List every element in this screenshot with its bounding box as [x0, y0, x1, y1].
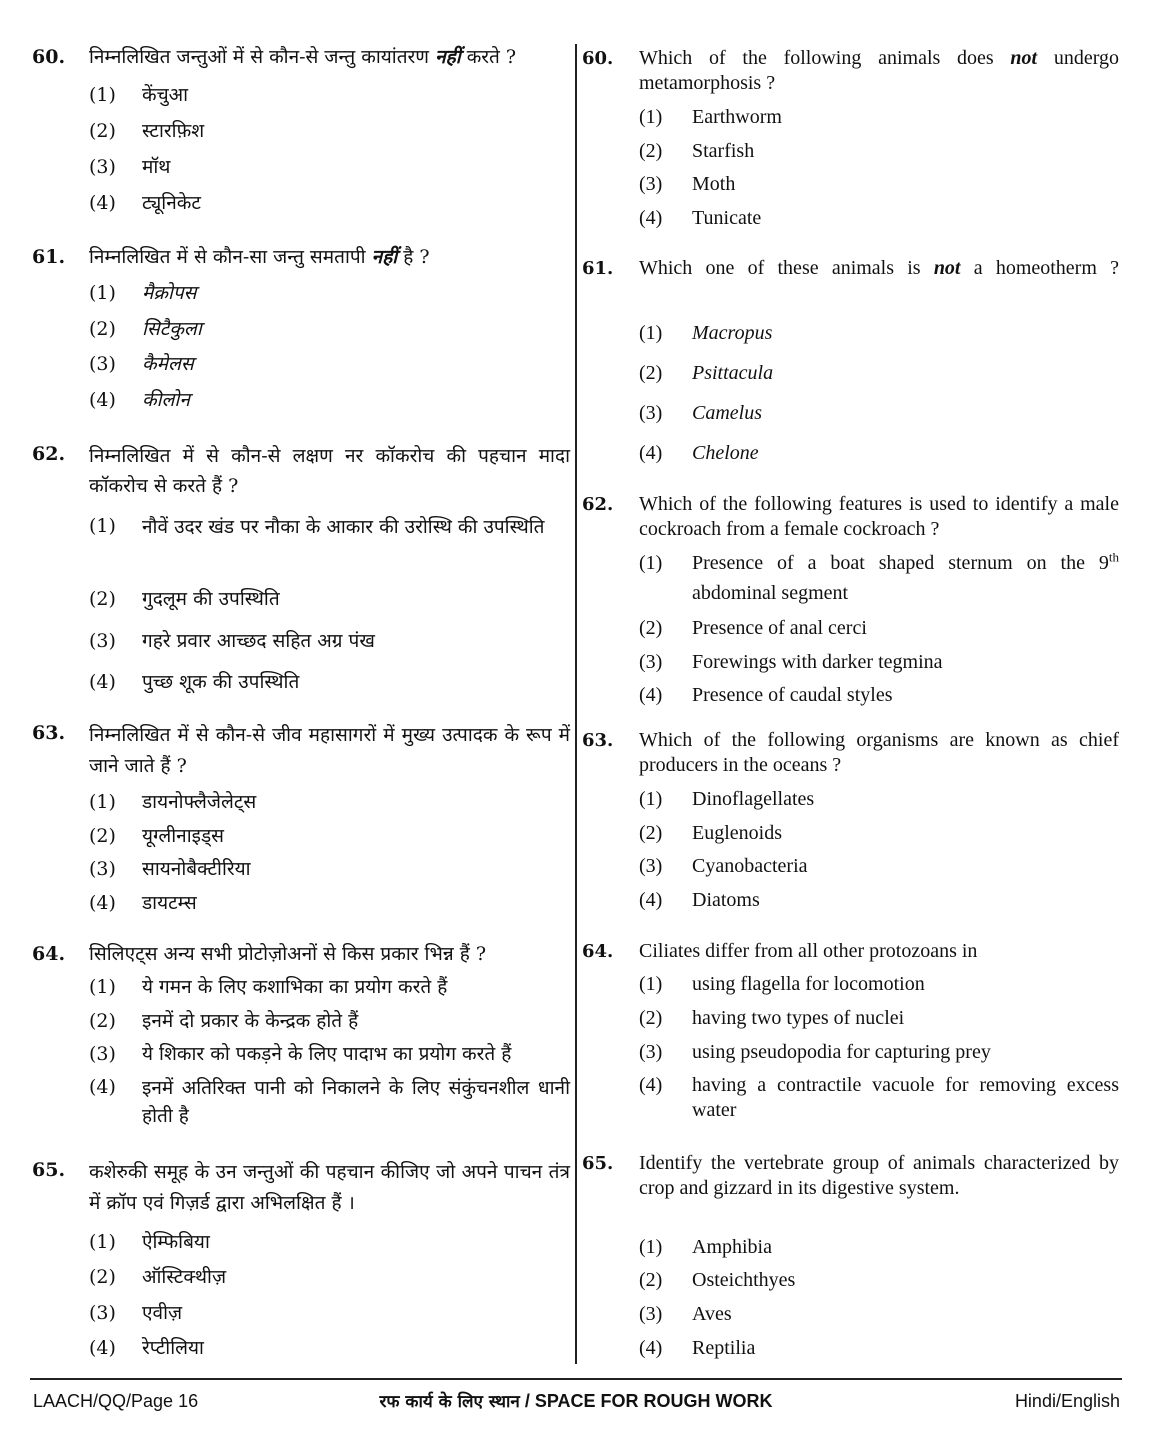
- question-60-english: [582, 46, 1119, 229]
- option-number: (2): [89, 318, 116, 340]
- option-text: मॉथ: [142, 156, 171, 178]
- question-number: 63.: [582, 730, 614, 751]
- option-number: (3): [639, 173, 663, 195]
- rough-work-separator: /: [519, 1391, 535, 1411]
- option-1: [639, 105, 1119, 130]
- emphasis-word: नहीं: [371, 246, 398, 268]
- option-number: (2): [639, 362, 663, 384]
- option-number: (1): [89, 282, 116, 304]
- option-number: (2): [639, 617, 663, 639]
- option-4: [89, 1335, 570, 1361]
- option-number: (2): [89, 120, 116, 142]
- question-61-hindi: [32, 244, 570, 411]
- option-text: using flagella for locomotion: [692, 973, 925, 995]
- option-2: [639, 139, 1119, 164]
- option-number: (2): [89, 825, 116, 847]
- question-number: 63.: [32, 722, 66, 744]
- option-3: [89, 856, 570, 882]
- superscript: th: [1108, 549, 1119, 565]
- question-text-part: undergo metamorphosis ?: [639, 47, 1119, 94]
- option-number: (4): [639, 207, 663, 229]
- option-number: (3): [639, 1303, 663, 1325]
- option-text: Starfish: [692, 140, 755, 162]
- question-number: 64.: [32, 943, 66, 965]
- question-text: सिलिएट्स अन्य सभी प्रोटोज़ोअनों से किस प्रकार भिन्न हैं ?: [89, 943, 487, 965]
- option-1: [89, 789, 570, 815]
- option-text: Chelone: [692, 442, 759, 464]
- option-text: डायनोफ्लैजेलेट्स: [142, 791, 257, 813]
- option-number: (2): [639, 1007, 663, 1029]
- rough-work-label-hindi: रफ कार्य के लिए स्थान: [379, 1392, 520, 1412]
- option-text: रेप्टीलिया: [142, 1337, 204, 1359]
- option-number: (4): [639, 1337, 663, 1359]
- question-61-english: [582, 256, 1119, 464]
- option-number: (4): [639, 889, 663, 911]
- option-1: [89, 280, 570, 306]
- option-number: (4): [639, 684, 663, 706]
- option-text-part: Presence of a boat shaped sternum on the 9: [692, 552, 1109, 574]
- option-text: डायटम्स: [142, 892, 197, 914]
- option-2: [89, 823, 570, 849]
- option-3: [639, 172, 1119, 197]
- option-2: [89, 1264, 570, 1290]
- option-text: ये शिकार को पकड़ने के लिए पादाभ का प्रयोग करते हैं: [142, 1043, 512, 1065]
- option-3: [639, 1302, 1119, 1327]
- rough-work-label-english: SPACE FOR ROUGH WORK: [534, 1391, 773, 1411]
- option-text: Osteichthyes: [692, 1269, 796, 1291]
- option-text-part: abdominal segment: [692, 582, 849, 604]
- option-1: [639, 972, 1119, 997]
- option-number: (4): [89, 892, 116, 914]
- option-number: (1): [639, 106, 663, 128]
- option-3: [639, 1040, 1119, 1065]
- option-2: [639, 1268, 1119, 1293]
- question-text-part: है ?: [397, 246, 430, 268]
- option-number: (4): [89, 1337, 116, 1359]
- option-number: (1): [89, 84, 116, 106]
- option-1: [639, 551, 1119, 608]
- option-number: (1): [639, 322, 663, 344]
- option-number: (4): [639, 1074, 663, 1096]
- option-number: (3): [89, 1043, 116, 1065]
- question-text: निम्नलिखित में से कौन-से लक्षण नर कॉकरोच की पहचान मादा कॉकरोच से करते हैं ?: [89, 445, 570, 497]
- option-text: ऑस्टिक्थीज़: [142, 1266, 227, 1288]
- option-3: [89, 1300, 570, 1326]
- option-number: (4): [639, 442, 663, 464]
- option-number: (3): [639, 1041, 663, 1063]
- option-1: [89, 82, 570, 108]
- rough-work-label: [0, 1389, 1152, 1414]
- option-text: इनमें अतिरिक्त पानी को निकालने के लिए संकुंचनशील धानी होती है: [142, 1077, 570, 1127]
- question-number: 61.: [32, 246, 66, 268]
- option-text: एवीज़: [142, 1302, 183, 1324]
- question-62-hindi: [32, 441, 570, 693]
- option-number: (1): [639, 1236, 663, 1258]
- option-2: [89, 118, 570, 144]
- option-number: (3): [89, 156, 116, 178]
- question-65-hindi: [32, 1157, 570, 1359]
- option-text: Cyanobacteria: [692, 855, 808, 877]
- question-63-english: [582, 728, 1119, 911]
- option-4: [639, 206, 1119, 231]
- option-number: (1): [639, 552, 663, 574]
- option-4: [89, 1074, 570, 1130]
- page-code: LAACH/QQ/Page 16: [33, 1391, 199, 1411]
- question-number: 62.: [582, 494, 614, 515]
- option-number: (1): [639, 788, 663, 810]
- option-2: [639, 821, 1119, 846]
- option-text: Diatoms: [692, 889, 760, 911]
- option-text: ट्यूनिकेट: [142, 192, 201, 214]
- option-number: (4): [89, 192, 116, 214]
- question-text: Ciliates differ from all other protozoans in: [639, 940, 978, 962]
- option-text: Earthworm: [692, 106, 782, 128]
- option-number: (1): [89, 515, 116, 537]
- option-text: गहरे प्रवार आच्छद सहित अग्र पंख: [142, 630, 375, 652]
- option-text: सायनोबैक्टीरिया: [142, 858, 251, 880]
- option-text: Euglenoids: [692, 822, 782, 844]
- option-1: [639, 321, 1119, 346]
- question-text: कशेरुकी समूह के उन जन्तुओं की पहचान कीजिए जो अपने पाचन तंत्र में क्रॉप एवं गिज़र्ड द्वारा अभिलक्षित हैं ।: [89, 1161, 570, 1214]
- question-text: [639, 46, 1119, 96]
- question-text-part: निम्नलिखित जन्तुओं में से कौन-से जन्तु कायांतरण: [89, 46, 436, 68]
- option-number: (4): [89, 1076, 116, 1098]
- option-number: (3): [639, 651, 663, 673]
- option-4: [639, 683, 1119, 708]
- option-text: Presence of anal cerci: [692, 617, 867, 639]
- question-65-english: [582, 1151, 1119, 1359]
- question-text: निम्नलिखित में से कौन-से जीव महासागरों में मुख्य उत्पादक के रूप में जाने जाते हैं ?: [89, 724, 570, 777]
- option-number: (1): [639, 973, 663, 995]
- question-number: 62.: [32, 443, 66, 465]
- question-64-hindi: [32, 941, 570, 1127]
- emphasis-word: नहीं: [435, 46, 461, 68]
- question-number: 60.: [582, 48, 614, 69]
- option-text: [692, 548, 1119, 608]
- option-text: ये गमन के लिए कशाभिका का प्रयोग करते हैं: [142, 976, 448, 998]
- option-2: [89, 1008, 570, 1034]
- option-number: (4): [89, 389, 116, 411]
- option-1: [89, 513, 570, 541]
- question-number: 61.: [582, 258, 614, 279]
- option-1: [639, 1235, 1119, 1260]
- option-text: स्टारफ़िश: [142, 120, 205, 142]
- option-text: नौवें उदर खंड पर नौका के आकार की उरोस्थि की उपस्थिति: [142, 516, 545, 538]
- emphasis-word: not: [933, 257, 961, 279]
- option-text: Presence of caudal styles: [692, 684, 893, 706]
- option-text: मैक्रोपस: [142, 282, 197, 304]
- option-number: (3): [89, 630, 116, 652]
- question-number: 65.: [32, 1159, 66, 1181]
- question-text-part: Which of the following animals does: [639, 47, 1011, 69]
- option-text: Camelus: [692, 402, 762, 424]
- question-text: [89, 244, 570, 270]
- option-text: पुच्छ शूक की उपस्थिति: [142, 671, 300, 693]
- question-text: [639, 256, 1119, 281]
- option-1: [639, 787, 1119, 812]
- option-text: having a contractile vacuole for removing excess water: [692, 1074, 1119, 1121]
- question-text-part: Which one of these animals is: [639, 257, 934, 279]
- option-number: (1): [89, 1231, 116, 1253]
- option-3: [89, 1041, 570, 1067]
- question-60-hindi: [32, 44, 570, 214]
- option-text: कीलोन: [142, 389, 190, 411]
- option-4: [639, 441, 1119, 466]
- column-divider: [575, 44, 577, 1364]
- language-label: Hindi/English: [1014, 1391, 1120, 1411]
- option-4: [89, 387, 570, 413]
- option-text: Psittacula: [692, 362, 774, 384]
- option-text: having two types of nuclei: [692, 1007, 905, 1029]
- question-number: 64.: [582, 941, 614, 962]
- question-text: Which of the following features is used to identify a male cockroach from a female cockroach ?: [639, 493, 1119, 540]
- option-3: [89, 154, 570, 180]
- option-3: [639, 650, 1119, 675]
- question-63-hindi: [32, 720, 570, 914]
- option-number: (2): [639, 140, 663, 162]
- option-number: (1): [89, 976, 116, 998]
- option-text: using pseudopodia for capturing prey: [692, 1041, 991, 1063]
- option-number: (3): [89, 1302, 116, 1324]
- option-text: ऐम्फिबिया: [142, 1231, 210, 1253]
- option-text: Amphibia: [692, 1236, 772, 1258]
- option-text: गुदलूम की उपस्थिति: [142, 588, 280, 610]
- option-2: [639, 361, 1119, 386]
- option-number: (1): [89, 791, 116, 813]
- option-4: [89, 669, 570, 695]
- option-number: (2): [89, 1266, 116, 1288]
- option-number: (2): [639, 822, 663, 844]
- option-3: [89, 351, 570, 377]
- footer-rule: [30, 1378, 1122, 1380]
- option-text: Tunicate: [692, 207, 762, 229]
- option-3: [639, 401, 1119, 426]
- option-number: (4): [89, 671, 116, 693]
- option-text: Reptilia: [692, 1337, 756, 1359]
- question-text: [89, 44, 570, 70]
- option-text: केंचुआ: [142, 84, 189, 106]
- option-4: [89, 190, 570, 216]
- option-2: [639, 616, 1119, 641]
- question-text-part: करते ?: [460, 46, 517, 68]
- option-number: (3): [639, 402, 663, 424]
- option-text: Aves: [692, 1303, 732, 1325]
- option-text: Moth: [692, 173, 736, 195]
- option-3: [639, 854, 1119, 879]
- option-4: [639, 1073, 1119, 1123]
- option-number: (3): [639, 855, 663, 877]
- option-3: [89, 628, 570, 654]
- option-text: कैमेलस: [142, 353, 194, 375]
- option-number: (3): [89, 353, 116, 375]
- option-text: इनमें दो प्रकार के केन्द्रक होते हैं: [142, 1010, 359, 1032]
- option-number: (2): [639, 1269, 663, 1291]
- option-text: Macropus: [692, 322, 773, 344]
- question-text-part: निम्नलिखित में से कौन-सा जन्तु समतापी: [89, 246, 372, 268]
- option-1: [89, 974, 570, 1000]
- option-text: Dinoflagellates: [692, 788, 815, 810]
- option-4: [89, 890, 570, 916]
- option-text: यूग्लीनाइड्स: [142, 825, 224, 847]
- option-2: [89, 316, 570, 342]
- option-2: [639, 1006, 1119, 1031]
- question-text-part: a homeotherm ?: [960, 257, 1119, 279]
- emphasis-word: not: [1010, 47, 1038, 69]
- option-number: (3): [89, 858, 116, 880]
- option-4: [639, 888, 1119, 913]
- option-number: (2): [89, 588, 116, 610]
- option-4: [639, 1336, 1119, 1361]
- option-text: सिटैकुला: [142, 318, 202, 340]
- option-2: [89, 586, 570, 612]
- option-number: (2): [89, 1010, 116, 1032]
- question-62-english: [582, 492, 1119, 706]
- question-text: Which of the following organisms are known as chief producers in the oceans ?: [639, 729, 1119, 776]
- question-number: 65.: [582, 1153, 614, 1174]
- question-64-english: [582, 939, 1119, 1121]
- question-text: Identify the vertebrate group of animals characterized by crop and gizzard in its digestive system.: [639, 1152, 1119, 1199]
- option-text: Forewings with darker tegmina: [692, 651, 943, 673]
- question-number: 60.: [32, 46, 66, 68]
- option-1: [89, 1229, 570, 1255]
